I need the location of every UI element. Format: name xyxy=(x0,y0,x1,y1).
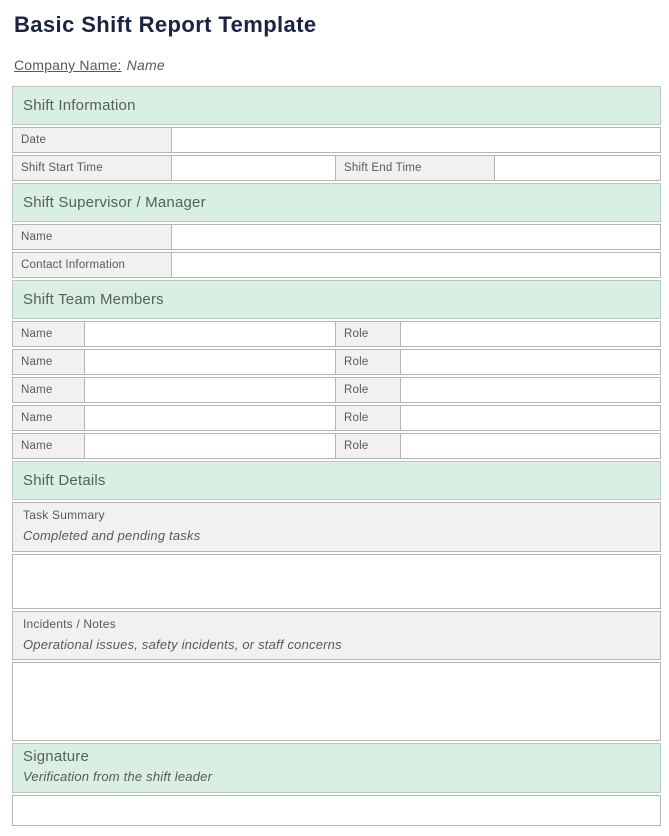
section-title-shift-details: Shift Details xyxy=(23,472,106,489)
team-member-row xyxy=(12,433,661,459)
task-summary-hint: Completed and pending tasks xyxy=(23,528,201,543)
incidents-notes-hint: Operational issues, safety incidents, or staff concerns xyxy=(23,637,342,652)
company-name-value: Name xyxy=(126,57,165,73)
supervisor-name-label: Name xyxy=(12,224,172,250)
date-input-cell[interactable] xyxy=(171,127,661,153)
section-header-shift-details xyxy=(12,461,661,500)
team-member-row xyxy=(12,377,661,403)
team-role-input-cell[interactable] xyxy=(400,405,661,431)
company-name-label: Company Name: xyxy=(14,57,122,73)
team-name-input-cell[interactable] xyxy=(84,377,336,403)
team-role-label: Role xyxy=(335,433,401,459)
shift-end-time-input-cell[interactable] xyxy=(494,155,661,181)
section-title-supervisor: Shift Supervisor / Manager xyxy=(23,194,206,211)
incidents-notes-band xyxy=(12,611,661,660)
shift-times-row xyxy=(12,155,661,181)
section-header-shift-information xyxy=(12,86,661,125)
date-row xyxy=(12,127,661,153)
shift-start-time-label: Shift Start Time xyxy=(12,155,172,181)
team-role-label: Role xyxy=(335,405,401,431)
team-name-input-cell[interactable] xyxy=(84,405,336,431)
section-title-shift-information: Shift Information xyxy=(23,97,136,114)
signature-input-area[interactable] xyxy=(12,795,661,826)
team-name-input-cell[interactable] xyxy=(84,433,336,459)
team-name-input-cell[interactable] xyxy=(84,321,336,347)
team-name-label: Name xyxy=(12,349,85,375)
supervisor-contact-label: Contact Information xyxy=(12,252,172,278)
team-member-row xyxy=(12,405,661,431)
team-role-input-cell[interactable] xyxy=(400,377,661,403)
supervisor-contact-row xyxy=(12,252,661,278)
section-header-signature xyxy=(12,743,661,793)
supervisor-name-input-cell[interactable] xyxy=(171,224,661,250)
signature-title: Signature xyxy=(23,748,90,765)
shift-report-table xyxy=(12,86,661,826)
signature-hint: Verification from the shift leader xyxy=(23,769,213,784)
team-role-label: Role xyxy=(335,321,401,347)
task-summary-label: Task Summary xyxy=(23,508,105,522)
shift-start-time-input-cell[interactable] xyxy=(171,155,336,181)
team-role-label: Role xyxy=(335,377,401,403)
team-role-label: Role xyxy=(335,349,401,375)
section-header-team-members xyxy=(12,280,661,319)
team-role-input-cell[interactable] xyxy=(400,349,661,375)
company-name-line xyxy=(14,57,661,73)
team-role-input-cell[interactable] xyxy=(400,433,661,459)
date-label: Date xyxy=(12,127,172,153)
supervisor-name-row xyxy=(12,224,661,250)
incidents-notes-input-area[interactable] xyxy=(12,662,661,741)
page-title: Basic Shift Report Template xyxy=(14,12,317,37)
section-title-team-members: Shift Team Members xyxy=(23,291,164,308)
supervisor-contact-input-cell[interactable] xyxy=(171,252,661,278)
task-summary-input-area[interactable] xyxy=(12,554,661,609)
team-member-row xyxy=(12,321,661,347)
team-name-label: Name xyxy=(12,433,85,459)
team-role-input-cell[interactable] xyxy=(400,321,661,347)
team-member-row xyxy=(12,349,661,375)
shift-end-time-label: Shift End Time xyxy=(335,155,495,181)
task-summary-band xyxy=(12,502,661,552)
team-name-label: Name xyxy=(12,377,85,403)
section-header-supervisor xyxy=(12,183,661,222)
incidents-notes-label: Incidents / Notes xyxy=(23,617,116,631)
team-name-input-cell[interactable] xyxy=(84,349,336,375)
team-name-label: Name xyxy=(12,405,85,431)
team-name-label: Name xyxy=(12,321,85,347)
